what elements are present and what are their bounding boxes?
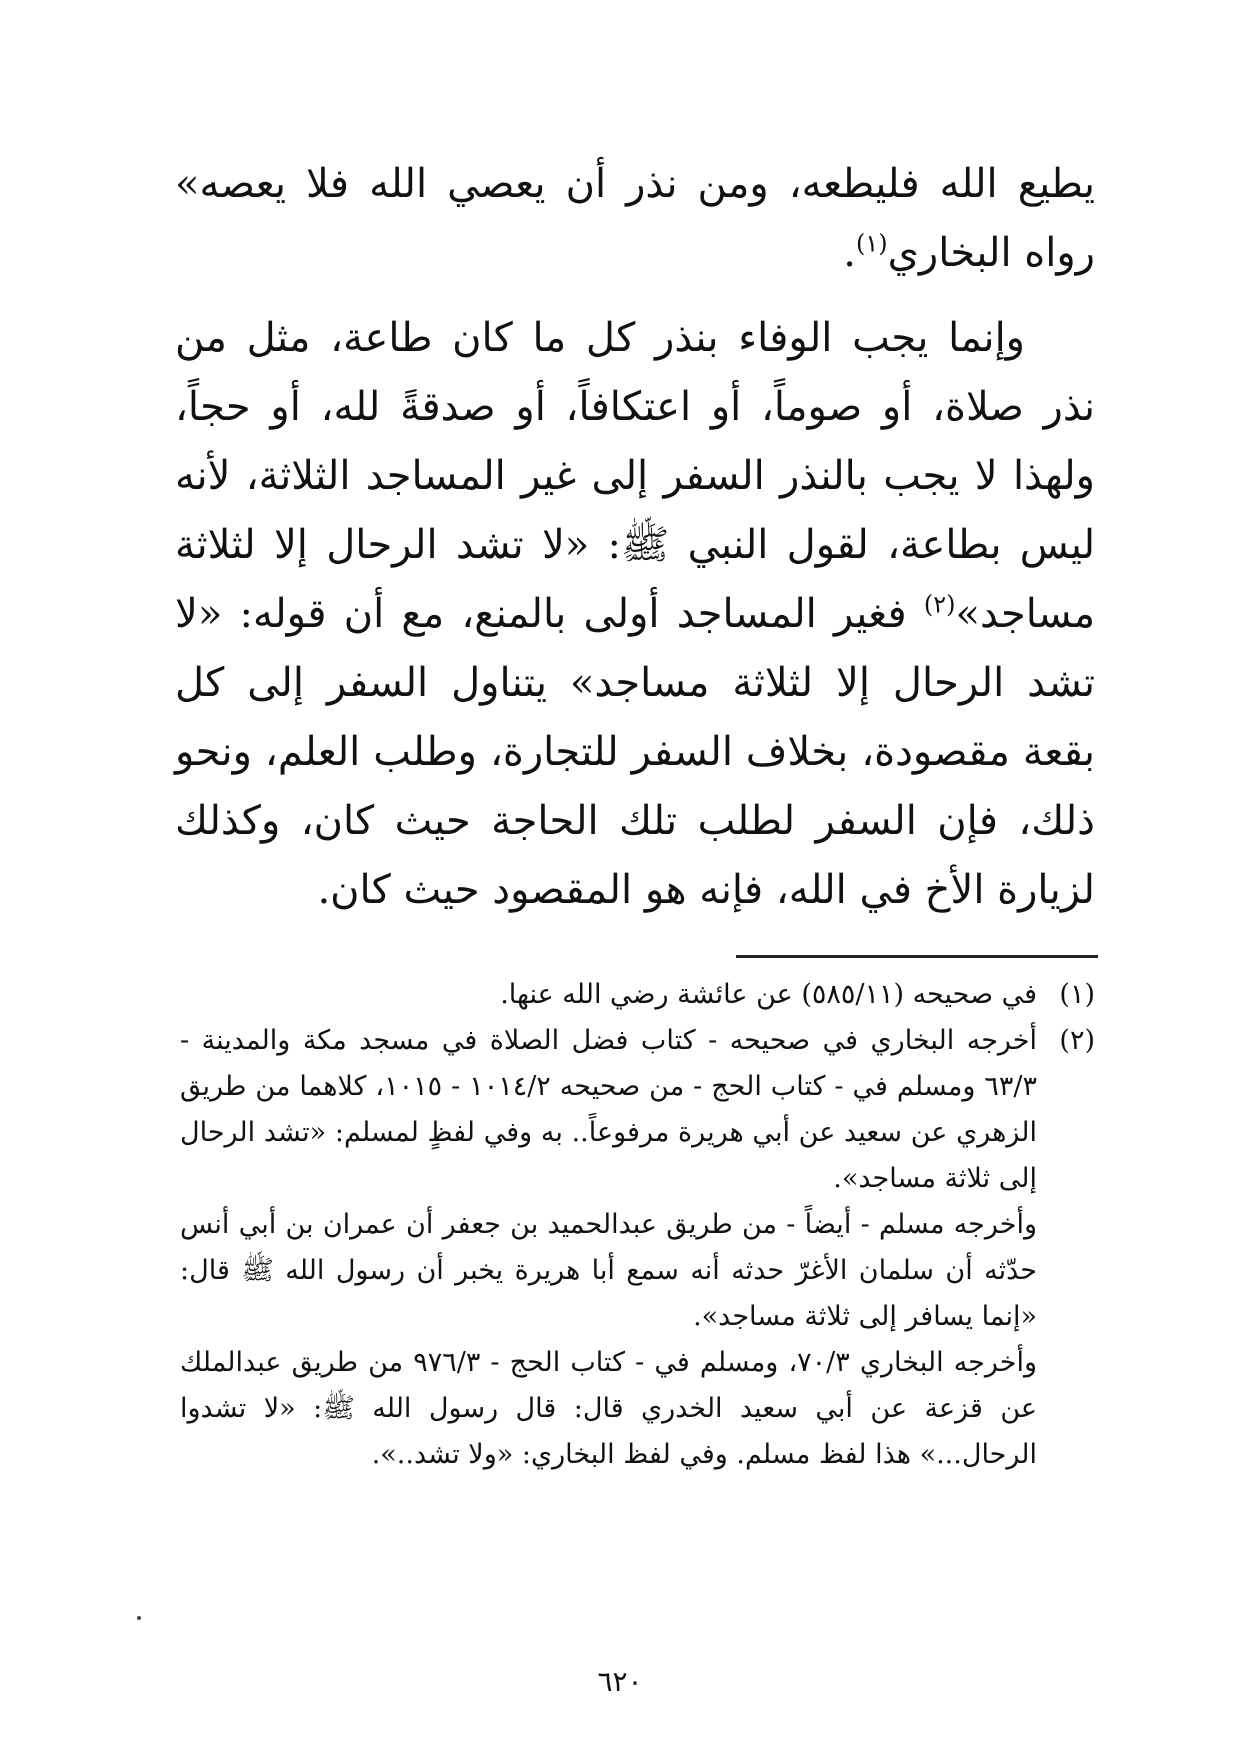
paragraph-2-text: وإنما يجب الوفاء بنذر كل ما كان طاعة، مثل من نذر صلاة، أو صوماً، أو اعتكافاً، أو صدقةً لله، أو حجاً، ولهذا لا يجب بالنذر السفر إلى غير المساجد الثلاثة، لأنه ليس بطاعة، لقول النبي ﷺ: «لا تشد الرحال إلا لثلاثة مساجد» — [175, 315, 1095, 637]
paragraph-1-tail: . — [843, 230, 856, 276]
footnotes — [180, 972, 1095, 1478]
paragraph-2 — [175, 304, 1095, 925]
footnote-2-body — [180, 1018, 1037, 1478]
footnote-1 — [180, 972, 1095, 1018]
footnote-separator — [736, 955, 1098, 958]
margin-dot — [137, 1616, 141, 1620]
footnote-mark-2[interactable]: (٢) — [923, 590, 956, 619]
paragraph-2-tail: فغير المساجد أولى بالمنع، مع أن قوله: «لا تشد الرحال إلا لثلاثة مساجد» يتناول السفر إلى كل بقعة مقصودة، بخلاف السفر للتجارة، وطلب العلم، ونحو ذلك، فإن السفر لطلب تلك الحاجة حيث كان، وكذلك لزيارة الأخ في الله، فإنه هو المقصود حيث كان. — [175, 591, 1095, 913]
footnote-mark-1[interactable]: (١) — [855, 229, 888, 258]
paragraph-1-text: يطيع الله فليطعه، ومن نذر أن يعصي الله فلا يعصه» رواه البخاري — [175, 161, 1095, 276]
footnote-1-body — [180, 972, 1037, 1018]
footnote-2-paragraph-3: وأخرجه البخاري ٧٠/٣، ومسلم في - كتاب الحج - ٩٧٦/٣ من طريق عبدالملك عن قزعة عن أبي سعيد الخدري قال: قال رسول الله ﷺ: «لا تشدوا الرحال...» هذا لفظ مسلم. وفي لفظ البخاري: «ولا تشد..». — [180, 1347, 1037, 1470]
footnote-2 — [180, 1018, 1095, 1478]
page-number: ٦٢٠ — [597, 1665, 643, 1698]
footnote-2-paragraph-1: أخرجه البخاري في صحيحه - كتاب فضل الصلاة في مسجد مكة والمدينة - ٦٣/٣ ومسلم في - كتاب الحج - من صحيحه ١٠١٤/٢ - ١٠١٥، كلاهما من طريق الزهري عن سعيد عن أبي هريرة مرفوعاً.. به وفي لفظٍ لمسلم: «تشد الرحال إلى ثلاثة مساجد». — [180, 1025, 1037, 1194]
footnote-1-number: (١) — [1059, 979, 1095, 1010]
footnote-2-number: (٢) — [1059, 1025, 1095, 1056]
footnote-2-paragraph-2: وأخرجه مسلم - أيضاً - من طريق عبدالحميد بن جعفر أن عمران بن أبي أنس حدّثه أن سلمان الأغرّ حدثه أنه سمع أبا هريرة يخبر أن رسول الله ﷺ قال: «إنما يسافر إلى ثلاثة مساجد». — [180, 1209, 1037, 1332]
paragraph-1 — [175, 150, 1095, 288]
main-text — [175, 150, 1095, 925]
footnote-1-paragraph: في صحيحه (٥٨٥/١١) عن عائشة رضي الله عنها. — [500, 979, 1037, 1010]
